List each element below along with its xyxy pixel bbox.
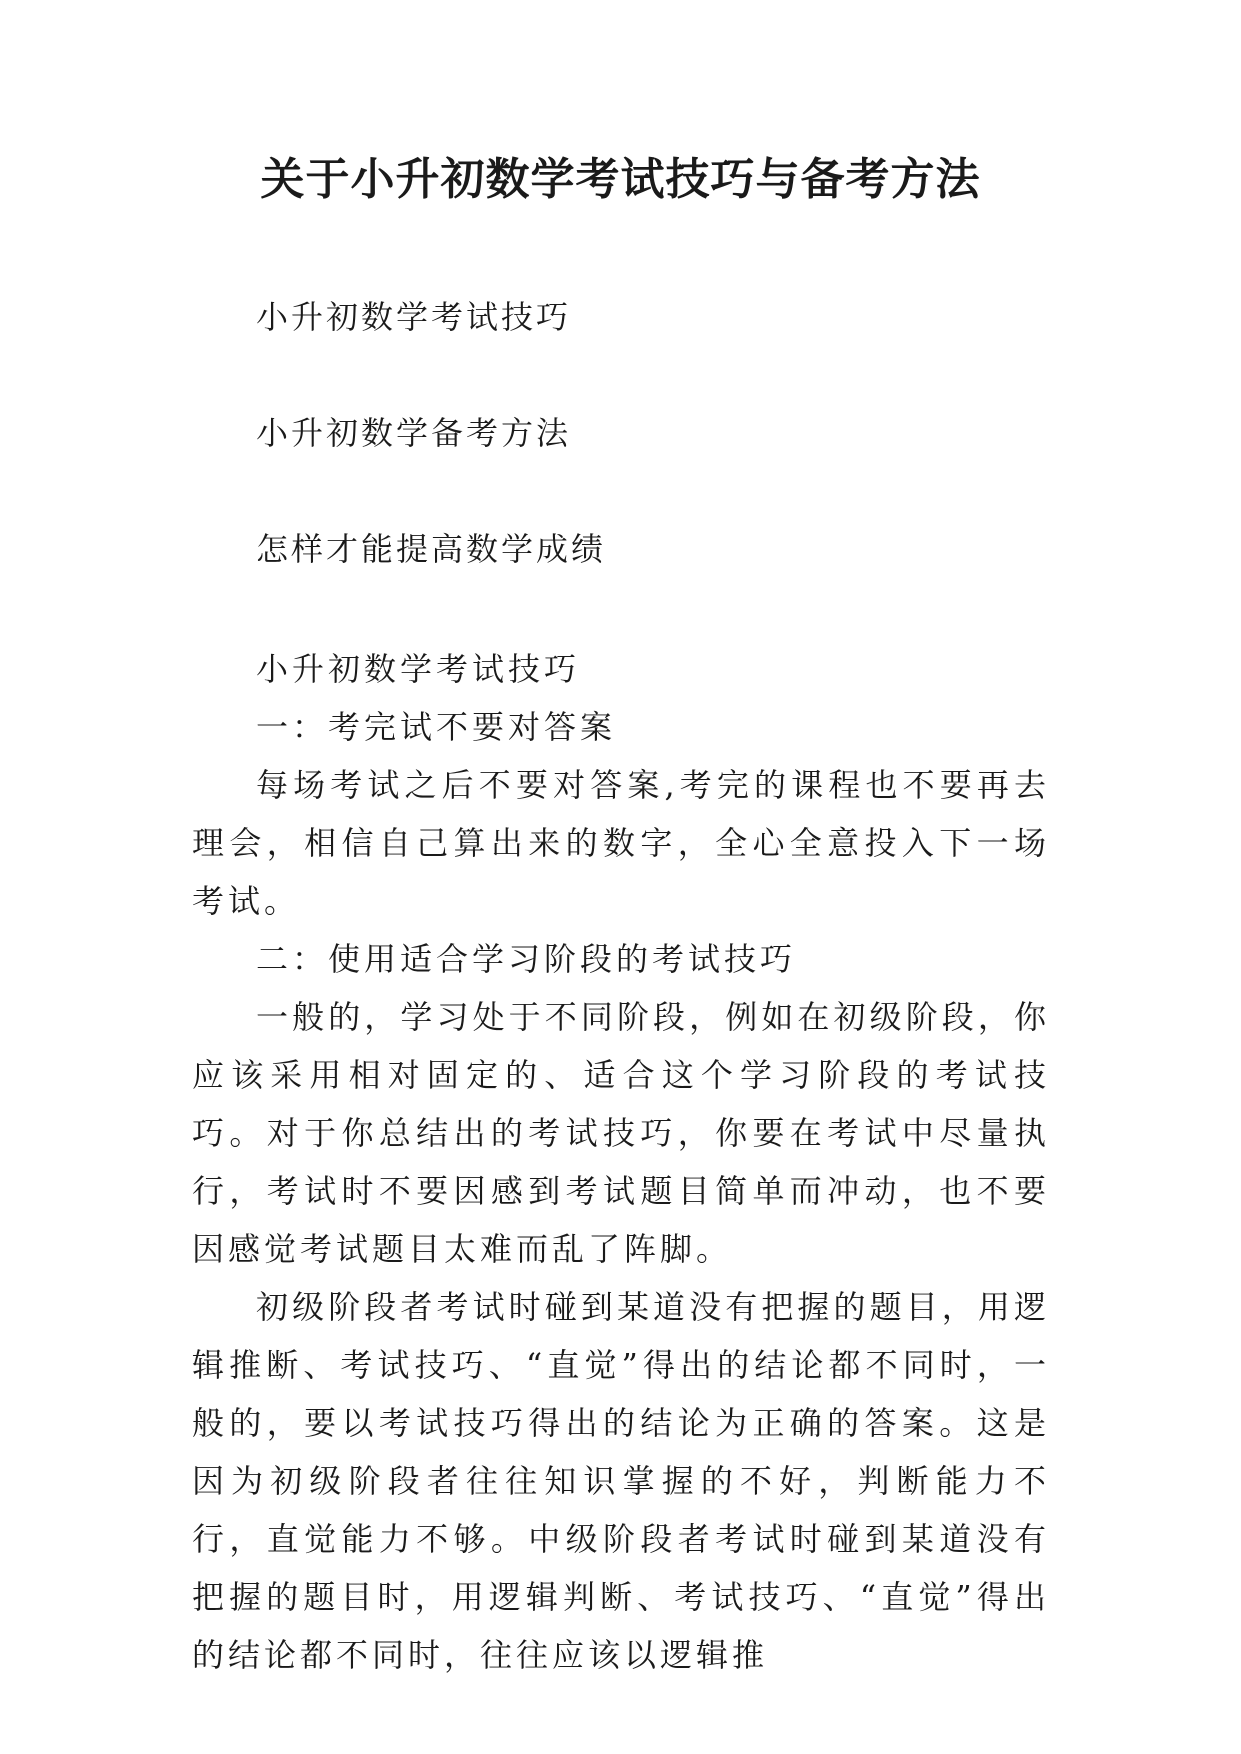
tip-2-paragraph: 一般的，学习处于不同阶段，例如在初级阶段，你应该采用相对固定的、适合这个学习阶段的考试技巧。对于你总结出的考试技巧，你要在考试中尽量执行，考试时不要因感到考试题目简单而冲动，也不要因感觉考试题目太难而乱了阵脚。: [192, 998, 1050, 1268]
toc-item-prep-methods: 小升初数学备考方法: [256, 414, 572, 452]
document-body: [192, 640, 1050, 1684]
tip-1-title: 一：考完试不要对答案: [256, 708, 617, 746]
toc-item-improve-grades: 怎样才能提高数学成绩: [256, 530, 607, 568]
tip-1-paragraph: 每场考试之后不要对答案,考完的课程也不要再去理会，相信自己算出来的数字，全心全意投入下一场考试。: [192, 766, 1050, 920]
toc-item-exam-tips: 小升初数学考试技巧: [256, 298, 572, 336]
tip-2-title: 二：使用适合学习阶段的考试技巧: [256, 940, 797, 978]
document-title: 关于小升初数学考试技巧与备考方法: [260, 154, 981, 205]
tip-2-paragraph-2: 初级阶段者考试时碰到某道没有把握的题目，用逻辑推断、考试技巧、“直觉”得出的结论都不同时，一般的，要以考试技巧得出的结论为正确的答案。这是因为初级阶段者往往知识掌握的不好，判断能力不行，直觉能力不够。中级阶段者考试时碰到某道没有把握的题目时，用逻辑判断、考试技巧、“直觉”得出的结论都不同时，往往应该以逻辑推: [192, 1288, 1050, 1674]
table-of-contents: [256, 292, 1056, 640]
section-heading: 小升初数学考试技巧: [256, 650, 581, 688]
